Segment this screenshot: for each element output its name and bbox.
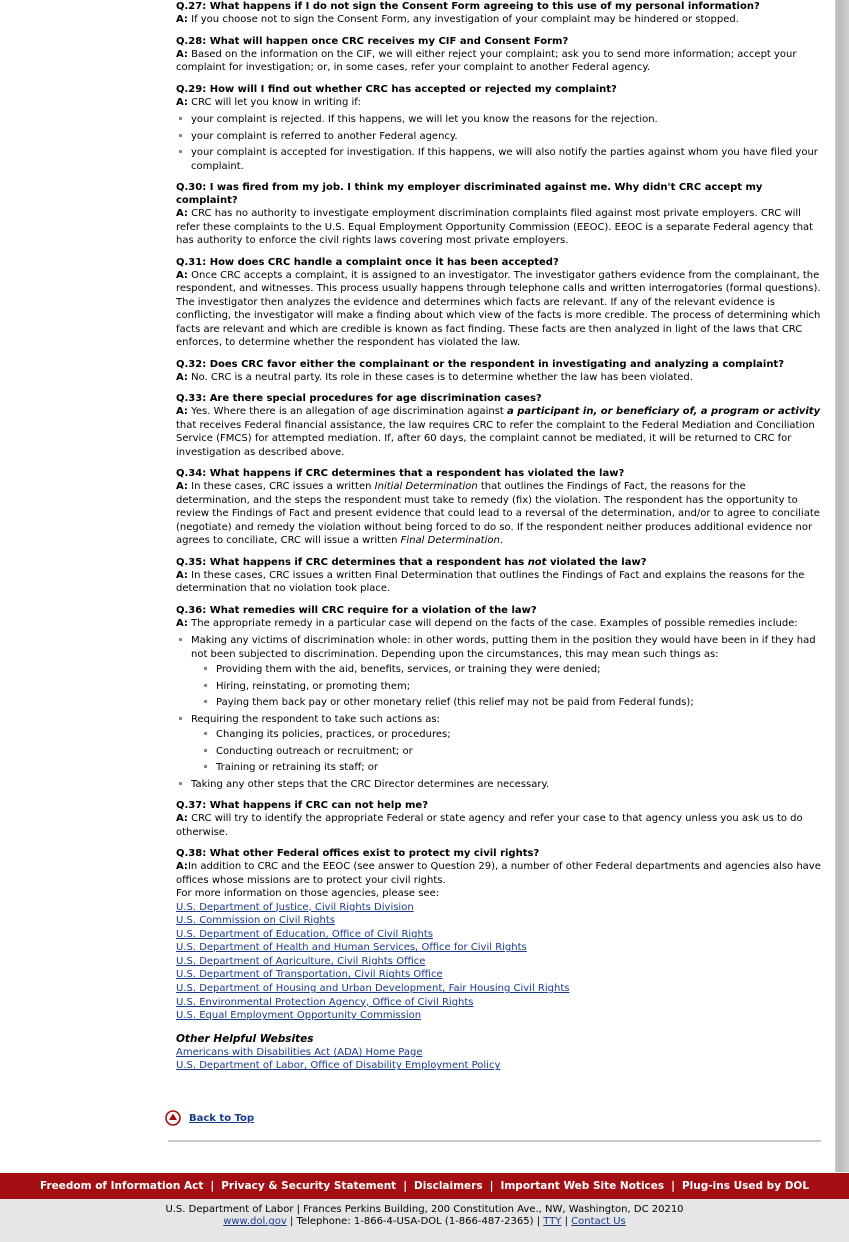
answer-text: Based on the information on the CIF, we will either reject your complaint; ask you to send more information; accept your complaint for investigation; or, in some cases, refer your complaint to another Federal agency. — [176, 48, 797, 73]
faq-item-37 — [176, 799, 822, 839]
list-item: your complaint is referred to another Federal agency. — [176, 130, 822, 144]
faq-item-38 — [176, 847, 822, 1023]
answer — [176, 480, 822, 548]
answer-label: A: — [176, 14, 188, 25]
faq-item-32 — [176, 358, 822, 385]
footer-nav — [0, 1173, 849, 1199]
footer-info — [0, 1199, 849, 1242]
question: Q.34: What happens if CRC determines that a respondent has violated the law? — [176, 468, 625, 479]
answer-text: CRC will try to identify the appropriate Federal or state agency and refer your case to that agency unless you ask us to do otherwise. — [176, 813, 803, 838]
question-text: Q.35: What happens if CRC determines that a respondent has — [176, 556, 528, 568]
answer-text: If you choose not to sign the Consent Form, any investigation of your complaint may be hindered or stopped. — [187, 14, 739, 25]
sub-list-item: Providing them with the aid, benefits, services, or training they were denied; — [191, 663, 822, 677]
footer-address: U.S. Department of Labor | Frances Perkins Building, 200 Constitution Ave., NW, Washington, DC 20210 — [165, 1204, 684, 1215]
divider — [168, 1140, 821, 1142]
answer-text: The appropriate remedy in a particular case will depend on the facts of the case. Examples of possible remedies include: — [187, 617, 798, 629]
footer-link-disclaimers[interactable]: Disclaimers — [414, 1180, 483, 1192]
website-link[interactable]: www.dol.gov — [223, 1216, 287, 1227]
sub-list — [191, 663, 822, 710]
more-info-text: For more information on those agencies, please see: — [176, 888, 440, 899]
answer — [176, 812, 822, 839]
answer — [176, 569, 822, 596]
answer-text: . — [499, 535, 503, 546]
sub-list-item: Hiring, reinstating, or promoting them; — [191, 680, 822, 694]
agency-link[interactable]: U.S. Department of Health and Human Services, Office for Civil Rights — [176, 942, 527, 954]
agency-links — [176, 901, 822, 1023]
question: Q.37: What happens if CRC can not help me? — [176, 800, 428, 811]
footer-link-plugins[interactable]: Plug-ins Used by DOL — [681, 1180, 810, 1192]
sub-list-item: Training or retraining its staff; or — [191, 761, 822, 775]
answer-text: that receives Federal financial assistance, the law requires CRC to refer the complaint to the Federal Mediation and Conciliation Service (FMCS) for attempted mediation. If, after 60 days, the complaint cannot be mediated, it will be returned to CRC for investigation as described above. — [176, 419, 815, 458]
answer — [176, 617, 822, 631]
separator: | — [671, 1180, 675, 1192]
question: Q.27: What happens if I do not sign the Consent Form agreeing to this use of my personal information? — [176, 1, 760, 12]
question-text: violated the law? — [546, 556, 647, 568]
question: Q.30: I was fired from my job. I think my employer discriminated against me. Why didn't CRC accept my complaint? — [176, 182, 763, 206]
separator: | — [403, 1180, 408, 1192]
list-item: your complaint is rejected. If this happens, we will let you know the reasons for the rejection. — [176, 113, 822, 127]
question-emphasis: not — [527, 556, 547, 568]
answer-label: A: — [176, 617, 188, 629]
footer-link-privacy[interactable]: Privacy & Security Statement — [221, 1180, 397, 1192]
agency-link[interactable]: U.S. Department of Education, Office of Civil Rights — [176, 928, 433, 940]
answer-emphasis: Final Determination — [400, 535, 500, 546]
telephone-text: | Telephone: 1-866-4-USA-DOL (1-866-487-2365) | — [286, 1216, 544, 1227]
answer — [176, 48, 822, 75]
question: Q.36: What remedies will CRC require for a violation of the law? — [176, 604, 537, 616]
answer-label: A: — [176, 371, 188, 383]
footer-link-foia[interactable]: Freedom of Information Act — [39, 1180, 204, 1192]
website-link[interactable]: U.S. Department of Labor, Office of Disability Employment Policy — [176, 1060, 501, 1072]
answer-text: CRC has no authority to investigate employment discrimination complaints filed against most private employers. CRC will refer these complaints to the U.S. Equal Employment Opportunity Commission (EEOC). EEOC is a separate Federal agency that has authority to enforce the civil rights laws covering most private employers. — [176, 208, 814, 246]
sub-list-item: Paying them back pay or other monetary relief (this relief may not be paid from Federal funds); — [191, 696, 822, 710]
sub-list — [191, 728, 822, 775]
answer-text: CRC will let you know in writing if: — [187, 96, 361, 108]
answer — [176, 96, 822, 110]
answer-text: Yes. Where there is an allegation of age discrimination against — [187, 406, 508, 417]
separator: | — [561, 1216, 572, 1227]
up-arrow-circle-icon — [165, 1110, 181, 1126]
faq-item-34 — [176, 467, 822, 548]
back-to-top-link[interactable]: Back to Top — [189, 1112, 255, 1124]
answer-text: In addition to CRC and the EEOC (see answer to Question 29), a number of other Federal departments and agencies also have offices whose missions are to protect your civil rights. — [176, 861, 821, 886]
faq-item-29 — [176, 83, 822, 174]
answer — [176, 860, 822, 887]
website-link[interactable]: Americans with Disabilities Act (ADA) Home Page — [176, 1046, 423, 1058]
answer-text: In these cases, CRC issues a written Final Determination that outlines the Findings of Fact and explains the reasons for the determination that no violation took place. — [176, 569, 805, 594]
agency-link[interactable]: U.S. Department of Transportation, Civil Rights Office — [176, 969, 443, 981]
answer-label: A: — [176, 569, 188, 581]
faq-item-28 — [176, 35, 822, 75]
answer-label: A: — [176, 481, 188, 492]
answer-emphasis: a participant in, or beneficiary of, a program or activity — [507, 406, 821, 417]
page-right-border — [835, 0, 849, 1172]
faq-item-35 — [176, 556, 822, 596]
list-item — [176, 634, 822, 710]
list-item-text: Requiring the respondent to take such actions as: — [191, 713, 440, 725]
answer-text: No. CRC is a neutral party. Its role in these cases is to determine whether the law has been violated. — [187, 371, 693, 383]
answer — [176, 371, 822, 385]
answer-label: A: — [176, 813, 188, 824]
list-item: Taking any other steps that the CRC Director determines are necessary. — [176, 778, 822, 792]
answer-list — [176, 113, 822, 173]
faq-item-27 — [176, 0, 822, 27]
agency-link[interactable]: U.S. Equal Employment Opportunity Commission — [176, 1010, 422, 1022]
answer-label: A: — [176, 861, 188, 872]
list-item — [176, 713, 822, 775]
question: Q.28: What will happen once CRC receives my CIF and Consent Form? — [176, 35, 569, 47]
answer-label: A: — [176, 406, 188, 417]
other-websites — [176, 1032, 822, 1073]
answer-label: A: — [176, 208, 188, 219]
tty-link[interactable]: TTY — [543, 1216, 562, 1227]
answer — [176, 405, 822, 459]
question: Q.29: How will I find out whether CRC has accepted or rejected my complaint? — [176, 83, 617, 95]
agency-link[interactable]: U.S. Department of Agriculture, Civil Rights Office — [176, 955, 426, 967]
question: Q.33: Are there special procedures for age discrimination cases? — [176, 393, 542, 404]
faq-item-30 — [176, 181, 822, 248]
separator: | — [210, 1180, 215, 1192]
remedies-list — [176, 634, 822, 791]
sub-list-item: Conducting outreach or recruitment; or — [191, 745, 822, 759]
faq-item-33 — [176, 392, 822, 459]
list-item-text: Making any victims of discrimination whole: in other words, putting them in the position they would have been in if they had not been subjected to discrimination. Depending upon the circumstances, this may mean such things as: — [191, 635, 816, 660]
agency-link[interactable]: U.S. Department of Justice, Civil Rights Division — [176, 901, 414, 913]
answer-text: that outlines the Findings of Fact, the reasons for the determination, and the steps the respondent must take to remedy (fix) the violation. The respondent has the opportunity to review the Findings of Fact and present evidence that could lead to a reversal of the determination, and/or to agree to conciliate (negotiate) and remedy the violation without being forced to do so. If the respondent neither produces additional evidence nor agrees to conciliate, CRC will issue a written — [176, 481, 820, 546]
faq-item-36 — [176, 604, 822, 792]
answer — [176, 207, 822, 248]
question — [176, 556, 822, 569]
answer-label: A: — [176, 269, 188, 281]
question: Q.31: How does CRC handle a complaint once it has been accepted? — [176, 256, 559, 268]
faq-item-31 — [176, 256, 822, 350]
agency-link[interactable]: U.S. Commission on Civil Rights — [176, 915, 335, 927]
question: Q.32: Does CRC favor either the complainant or the respondent in investigating and analyzing a complaint? — [176, 358, 785, 370]
list-item: your complaint is accepted for investigation. If this happens, we will also notify the parties against whom you have filed your complaint. — [176, 146, 822, 173]
separator: | — [489, 1180, 494, 1192]
agency-link[interactable]: U.S. Department of Housing and Urban Development, Fair Housing Civil Rights — [176, 983, 570, 995]
faq-content — [176, 0, 822, 1073]
answer-label: A: — [176, 96, 188, 108]
answer-emphasis: Initial Determination — [374, 481, 478, 492]
answer-text: Once CRC accepts a complaint, it is assigned to an investigator. The investigator gathers evidence from the complainant, the respondent, and witnesses. This process usually happens through telephone calls and written interrogatories (formal questions). The investigator then analyzes the evidence and determines which facts are relevant. If any of the relevant evidence is conflicting, the investigator will make a finding about which view of the facts is more credible. The process of determining which facts are relevant and which are credible is known as fact finding. These facts are then analyzed in light of the laws that CRC enforces, to determine whether the respondent has violated the law. — [176, 269, 821, 348]
agency-link[interactable]: U.S. Environmental Protection Agency, Office of Civil Rights — [176, 996, 474, 1008]
answer-label: A: — [176, 48, 188, 60]
back-to-top[interactable] — [165, 1110, 254, 1126]
answer — [176, 13, 822, 27]
footer-link-notices[interactable]: Important Web Site Notices — [500, 1180, 665, 1192]
footer-contact-line — [0, 1216, 849, 1228]
other-websites-heading: Other Helpful Websites — [176, 1032, 314, 1045]
answer-text: In these cases, CRC issues a written — [187, 481, 375, 492]
sub-list-item: Changing its policies, practices, or procedures; — [191, 728, 822, 742]
contact-us-link[interactable]: Contact Us — [571, 1216, 626, 1227]
question: Q.38: What other Federal offices exist to protect my civil rights? — [176, 848, 540, 859]
answer — [176, 269, 822, 350]
